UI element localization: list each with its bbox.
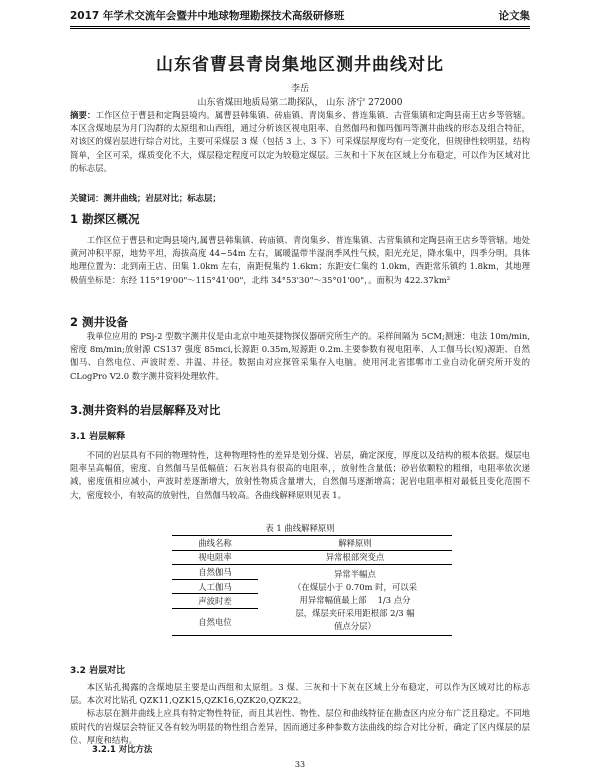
- table-cell-line: 层，煤层夹矸采用距根部 2/3 幅: [295, 607, 415, 618]
- section-3-2-1-heading: 3.2.1 对比方法: [92, 744, 153, 754]
- section-3-1-body: [70, 449, 530, 502]
- section-3-1-text: 不同的岩层具有不同的物理特性，这种物理特性的差异是划分煤、岩层，确定深度，厚度以及结构的根本依据。煤层电阻率呈高幅值，密度、自然伽马呈低幅值；石灰岩具有很高的电阻率，，放射性含量低；砂岩依颗粒的粗细，电阻率依次递减，密度值相应减小，声波时差逐渐增大，放射性物质含量增大，自然伽马逐渐增高；泥岩电阻率相对最低且变化范围不大，密度较小，有较高的放射性，自然伽马较高。各曲线解释原则见表 1。: [70, 450, 530, 500]
- abstract: [70, 109, 530, 175]
- section-1-body: [70, 234, 530, 287]
- keywords-label: 关键词：: [70, 193, 104, 203]
- table-1: [172, 535, 452, 636]
- section-2-heading: 2 测井设备: [70, 315, 129, 329]
- section-3-2-text-1: 本区钻孔揭露的含煤地层主要是山西组和太原组。3 煤、三灰和十下灰在区域上分布稳定，可以作为区域对比的标志层。本次对比钻孔 QZK11,QZK15,QZK16,QZK20,QZK22。: [70, 682, 530, 706]
- table-cell-line: （在煤层小于 0.70m 时，可以采: [292, 581, 418, 592]
- header-rule: [70, 26, 530, 27]
- table-cell: 声波时差: [198, 596, 232, 607]
- table-header-cell: 解释原则: [338, 537, 372, 548]
- table-cell-line: 异常半幅点: [334, 568, 376, 579]
- section-2-text: 我单位应用的 PSj-2 型数字测井仪是由北京中地英捷物探仪器研究所生产的。采样间隔为 5CM;测速：电法 10m/min,密度 8m/min;放射源 CS137 强度 85mci,长源距 0.35m,短源距 0.2m.主要参数有视电阻率、人工伽马长(短)源距、自然伽马、自然电位、声波时差、井温、井径。数据由对应探管采集存入电脑。使用河北省邯郸市工业自动化研究所开发的 CLogPro V2.0 数字测井资料处理软件。: [70, 331, 530, 381]
- table-cell: 自然电位: [198, 616, 232, 627]
- section-1-heading: 1 勘探区概况: [70, 212, 140, 226]
- table-row: [172, 550, 452, 565]
- table-1-caption: 表 1 曲线解释原则: [265, 523, 335, 533]
- section-3-2-heading: 3.2 岩层对比: [70, 666, 126, 676]
- section-3-2-text-2: 标志层在测井曲线上应具有特定物性特征，而且其岩性、物性、层位和曲线特征在勘查区内应分布广泛且稳定。不同地质时代的岩煤层会特征又各有较为明显的物性组合差异，因而通过多种参数方法曲线的综合对比分析，确定了区内煤层的层位、厚度和结构。: [70, 708, 530, 745]
- table-cell: 人工伽马: [198, 581, 232, 592]
- table-header-row: [172, 536, 452, 551]
- table-cell: 异常根部突变点: [325, 552, 385, 563]
- table-cell: 自然伽马: [198, 566, 232, 577]
- abstract-text: 工作区位于曹县和定陶县境内。属曹县韩集镇、砖庙镇、青岗集乡、普连集镇、古营集镇和定陶县南王店乡等管辖。本区含煤地层为月门沟群的太原组和山西组，通过分析该区视电阻率、自然伽玛和伽玛伽玛等测井曲线的形态及组合特征，对该区的煤岩层进行综合对比，主要可采煤层 3 煤（包括 3 上、3 下）可采煤层厚度均有一定变化，但规律性较明显，结构简单，全区可采，煤质变化不大，煤层稳定程度可以定为较稳定煤层。三灰和十下灰在区域上分布稳定，可以作为区域对比的标志层。: [70, 110, 531, 173]
- abstract-label: 摘要：: [70, 110, 96, 120]
- section-3-heading: 3.测井资料的岩层解释及对比: [70, 403, 221, 417]
- section-2-body: [70, 330, 530, 383]
- page-number: 33: [294, 760, 306, 769]
- paper-title: 山东省曹县青岗集地区测井曲线对比: [156, 55, 444, 75]
- keywords: [70, 192, 530, 205]
- table-header-cell: 曲线名称: [198, 537, 232, 548]
- section-3-1-heading: 3.1 岩层解释: [70, 432, 126, 442]
- table-cell-line: 值点分层）: [334, 620, 376, 631]
- header-rule-thin: [70, 28, 530, 29]
- table-cell-line: 用异常幅值最上部 1/3 点分: [299, 594, 411, 605]
- section-1-text: 工作区位于曹县和定陶县境内,属曹县韩集镇、砖庙镇、青岗集乡、普连集镇、古营集镇和定陶县南王店乡等管辖。地处黄河冲积平原，地势平坦，海拔高度 44~54m 左右，属暖温带半湿润季风性气候，阳光充足，降水集中，四季分明。具体地理位置为：北到南王店、田集 1.0km 左右，南距倪集约 1.6km；东距安仁集约 1.0km，西距常乐镇约 1.8km，其地理极值坐标是：东经 115°19'00"～115°41'00"，北纬 34°53'30"～35°01'00"，。面积为 422.37km²: [70, 235, 530, 285]
- section-3-2-body: [70, 681, 530, 747]
- running-header-right: 论文集: [498, 10, 530, 22]
- affiliation: 山东省煤田地质局第二勘探队， 山东 济宁 272000: [197, 98, 403, 108]
- author: 李岳: [290, 84, 309, 94]
- table-merged-cell: [258, 565, 452, 636]
- keywords-text: 测井曲线；岩层对比；标志层；: [103, 193, 221, 203]
- table-row: [172, 565, 452, 580]
- table-cell: 视电阻率: [198, 552, 232, 563]
- running-header-left: 2017 年学术交流年会暨井中地球物理勘探技术高级研修班: [70, 10, 345, 22]
